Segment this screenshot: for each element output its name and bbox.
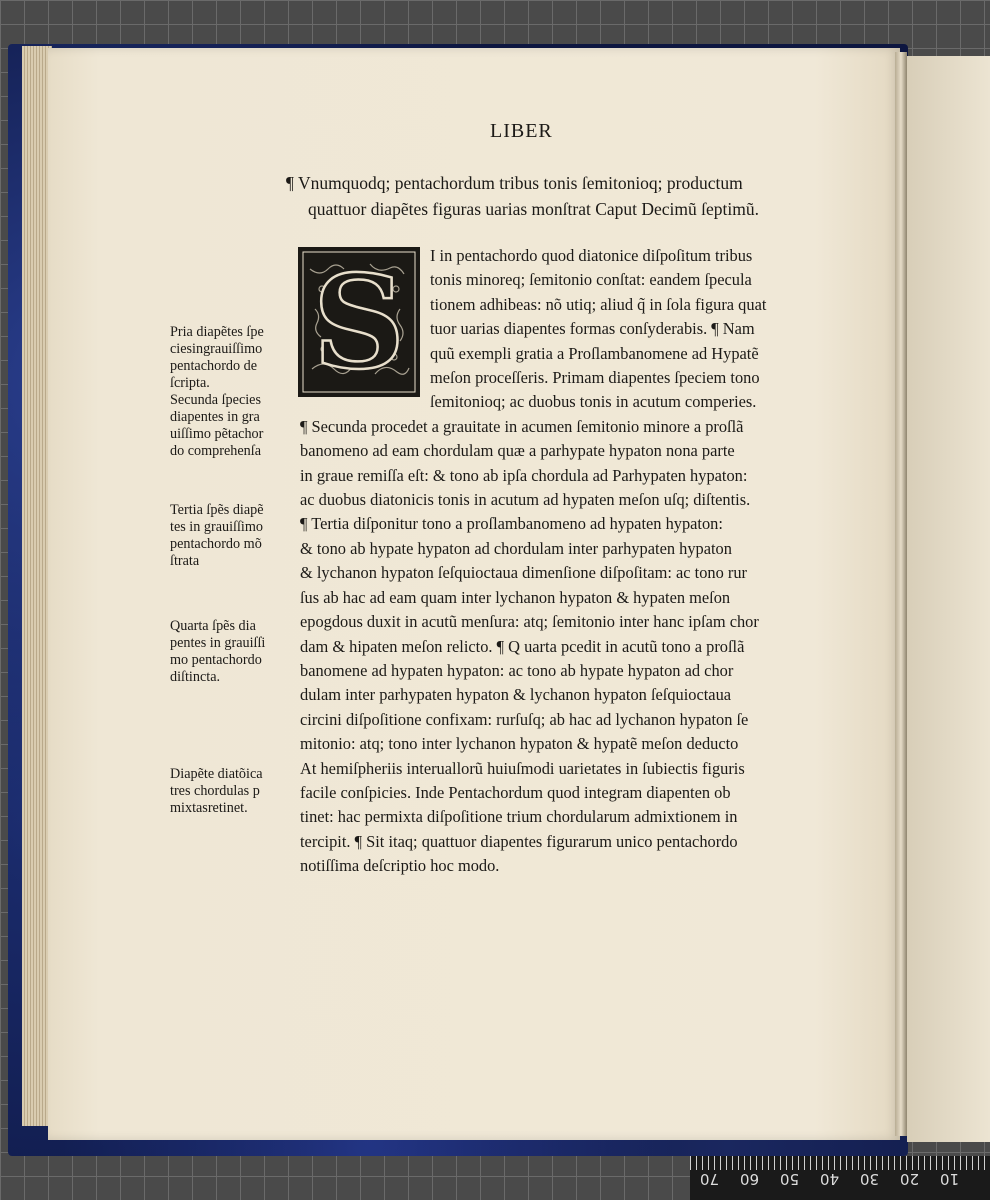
body-line: quũ exempli gratia a Proſlambanomene ad Hypatẽ bbox=[430, 343, 759, 363]
margin-note bbox=[170, 618, 292, 686]
body-line: ſus ab hac ad eam quam inter lychanon hypaton & hypaten meſon bbox=[300, 587, 731, 607]
chapter-heading bbox=[286, 170, 816, 222]
margin-note-line: ſtrata bbox=[170, 553, 200, 569]
page-header-title: LIBER bbox=[490, 120, 553, 142]
margin-note-line: diſtincta. bbox=[170, 669, 221, 685]
body-line: notiſſima deſcriptio hoc modo. bbox=[300, 856, 500, 876]
body-line: At hemiſpheriis interuallorũ huiuſmodi uarietates in ſubiectis figuris bbox=[300, 758, 745, 778]
body-text bbox=[300, 244, 820, 879]
margin-note-line: Tertia ſpẽs diapẽ bbox=[170, 502, 264, 518]
margin-note-line: mo pentachordo bbox=[170, 652, 262, 668]
body-line: ſemitonioq; ac duobus tonis in acutum comperies. bbox=[430, 392, 757, 412]
margin-note bbox=[170, 766, 292, 817]
ruler-number: 40 bbox=[820, 1170, 840, 1188]
body-line: & lychanon hypaton ſeſquioctaua dimenſione diſpoſitam: ac tono rur bbox=[300, 563, 747, 583]
margin-note-line: Diapẽte diatõica bbox=[170, 766, 263, 782]
margin-note-line: ciesingrauiſſimo bbox=[170, 341, 263, 357]
body-line: ac duobus diatonicis tonis in acutum ad hypaten meſon uſq; diſtentis. bbox=[300, 490, 751, 510]
margin-note-line: pentes in grauiſſi bbox=[170, 635, 266, 651]
margin-note-line: mixtasretinet. bbox=[170, 800, 248, 816]
body-line: ¶ Tertia diſponitur tono a proſlambanomeno ad hypaten hypaton: bbox=[300, 514, 723, 534]
margin-note-line: ſcripta. bbox=[170, 375, 210, 391]
body-line: ¶ Secunda procedet a grauitate in acumen ſemitonio minore a proſlã bbox=[300, 416, 744, 436]
ruler-number: 50 bbox=[780, 1170, 800, 1188]
body-line: tonis minoreq; ſemitonio conſtat: eandem ſpecula bbox=[430, 270, 752, 290]
margin-note bbox=[170, 502, 292, 570]
margin-note-line: Pria diapẽtes ſpe bbox=[170, 324, 264, 340]
margin-note-line: pentachordo de bbox=[170, 358, 258, 374]
initial-letter: S bbox=[312, 249, 406, 395]
margin-note-line: tes in grauiſſimo bbox=[170, 519, 263, 535]
margin-note-line: diapentes in gra bbox=[170, 409, 260, 425]
body-line: tercipit. ¶ Sit itaq; quattuor diapentes figurarum unico pentachordo bbox=[300, 831, 738, 851]
measurement-ruler bbox=[690, 1156, 990, 1200]
chapter-heading-line-2: quattuor diapẽtes figuras uarias monſtrat Caput Decimũ ſeptimũ. bbox=[308, 199, 759, 219]
body-line: meſon proceſſeris. Primam diapentes ſpeciem tono bbox=[430, 368, 760, 388]
body-line: tinet: hac permixta diſpoſitione trium chordularum admixtionem in bbox=[300, 807, 738, 827]
body-line: in graue remiſſa eſt: & tono ab ipſa chordula ad Parhypaten hypaton: bbox=[300, 465, 748, 485]
ruler-ticks bbox=[690, 1156, 990, 1170]
body-line: circini diſpoſitione confixam: rurſuſq; ab hac ad lychanon hypaton ſe bbox=[300, 709, 749, 729]
ruler-number: 60 bbox=[740, 1170, 760, 1188]
body-line: banomeno ad eam chordulam quæ a parhypate hypaton nona parte bbox=[300, 441, 735, 461]
ruler-number: 10 bbox=[940, 1170, 960, 1188]
body-line: & tono ab hypate hypaton ad chordulam inter parhypaten hypaton bbox=[300, 538, 732, 558]
body-line: facile conſpicies. Inde Pentachordum quod integram diapenten ob bbox=[300, 782, 731, 802]
chapter-heading-line-1: ¶ Vnumquodq; pentachordum tribus tonis ſemitonioq; productum bbox=[286, 173, 743, 193]
body-line: mitonio: atq; tono inter lychanon hypaton & hypatẽ meſon deducto bbox=[300, 734, 739, 754]
body-line: dam & hipaten meſon relicto. ¶ Q uarta pcedit in acutũ tono a proſlã bbox=[300, 636, 745, 656]
facing-page bbox=[907, 56, 990, 1142]
body-line: banomene ad hypaten hypaton: ac tono ab hypate hypaton ad chor bbox=[300, 660, 734, 680]
margin-note-line: uiſſimo pẽtachor bbox=[170, 426, 264, 442]
margin-note bbox=[170, 324, 292, 460]
margin-note-line: do comprehenſa bbox=[170, 443, 261, 459]
book-gutter bbox=[895, 52, 907, 1136]
body-line: I in pentachordo quod diatonice diſpoſitum tribus bbox=[430, 246, 753, 265]
ruler-number: 30 bbox=[860, 1170, 880, 1188]
body-line: epogdous duxit in acutũ menſura: atq; ſemitonio inter hanc ipſam chor bbox=[300, 612, 759, 632]
ruler-number: 20 bbox=[900, 1170, 920, 1188]
margin-note-line: Secunda ſpecies bbox=[170, 392, 261, 408]
margin-note-line: pentachordo mõ bbox=[170, 536, 262, 552]
margin-note-line: tres chordulas p bbox=[170, 783, 260, 799]
ruler-number: 70 bbox=[700, 1170, 720, 1188]
body-line: tuor uarias diapentes formas conſyderabis. ¶ Nam bbox=[430, 319, 755, 339]
margin-note-line: Quarta ſpẽs dia bbox=[170, 618, 256, 634]
body-line: tionem adhibeas: nõ utiq; aliud q̃ in ſola figura quat bbox=[430, 294, 767, 314]
body-line: dulam inter parhypaten hypaton & lychanon hypaton ſeſquioctaua bbox=[300, 685, 732, 705]
